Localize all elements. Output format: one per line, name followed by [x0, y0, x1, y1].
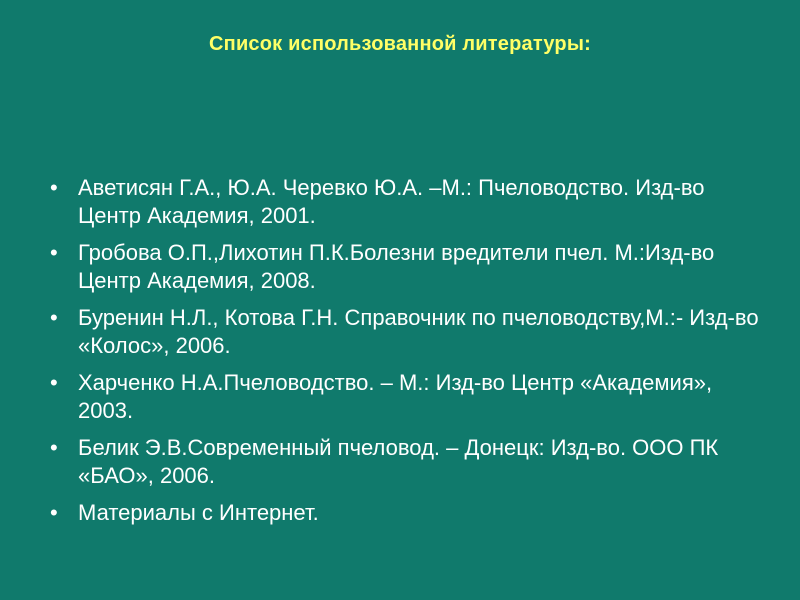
reference-item: [50, 239, 760, 295]
bullet-icon: •: [50, 240, 58, 265]
reference-text: Аветисян Г.А., Ю.А. Черевко Ю.А. –М.: Пчеловодство. Изд-во Центр Академия, 2001.: [78, 175, 705, 228]
reference-text: Гробова О.П.,Лихотин П.К.Болезни вредители пчел. М.:Изд-во Центр Академия, 2008.: [78, 240, 715, 293]
reference-item: [50, 499, 760, 527]
bullet-icon: •: [50, 370, 58, 395]
slide-title: Список использованной литературы:: [209, 33, 591, 55]
bullet-icon: •: [50, 500, 58, 525]
reference-text: Материалы с Интернет.: [78, 500, 319, 525]
bullet-icon: •: [50, 435, 58, 460]
bullet-icon: •: [50, 305, 58, 330]
reference-item: [50, 434, 760, 490]
reference-text: Буренин Н.Л., Котова Г.Н. Справочник по пчеловодству,М.:- Изд-во «Колос», 2006.: [78, 305, 759, 358]
reference-item: [50, 174, 760, 230]
reference-item: [50, 304, 760, 360]
references-list: [50, 174, 760, 536]
bullet-icon: •: [50, 175, 58, 200]
reference-item: [50, 369, 760, 425]
reference-text: Белик Э.В.Современный пчеловод. – Донецк: Изд-во. ООО ПК «БАО», 2006.: [78, 435, 719, 488]
reference-text: Харченко Н.А.Пчеловодство. – М.: Изд-во Центр «Академия», 2003.: [78, 370, 713, 423]
